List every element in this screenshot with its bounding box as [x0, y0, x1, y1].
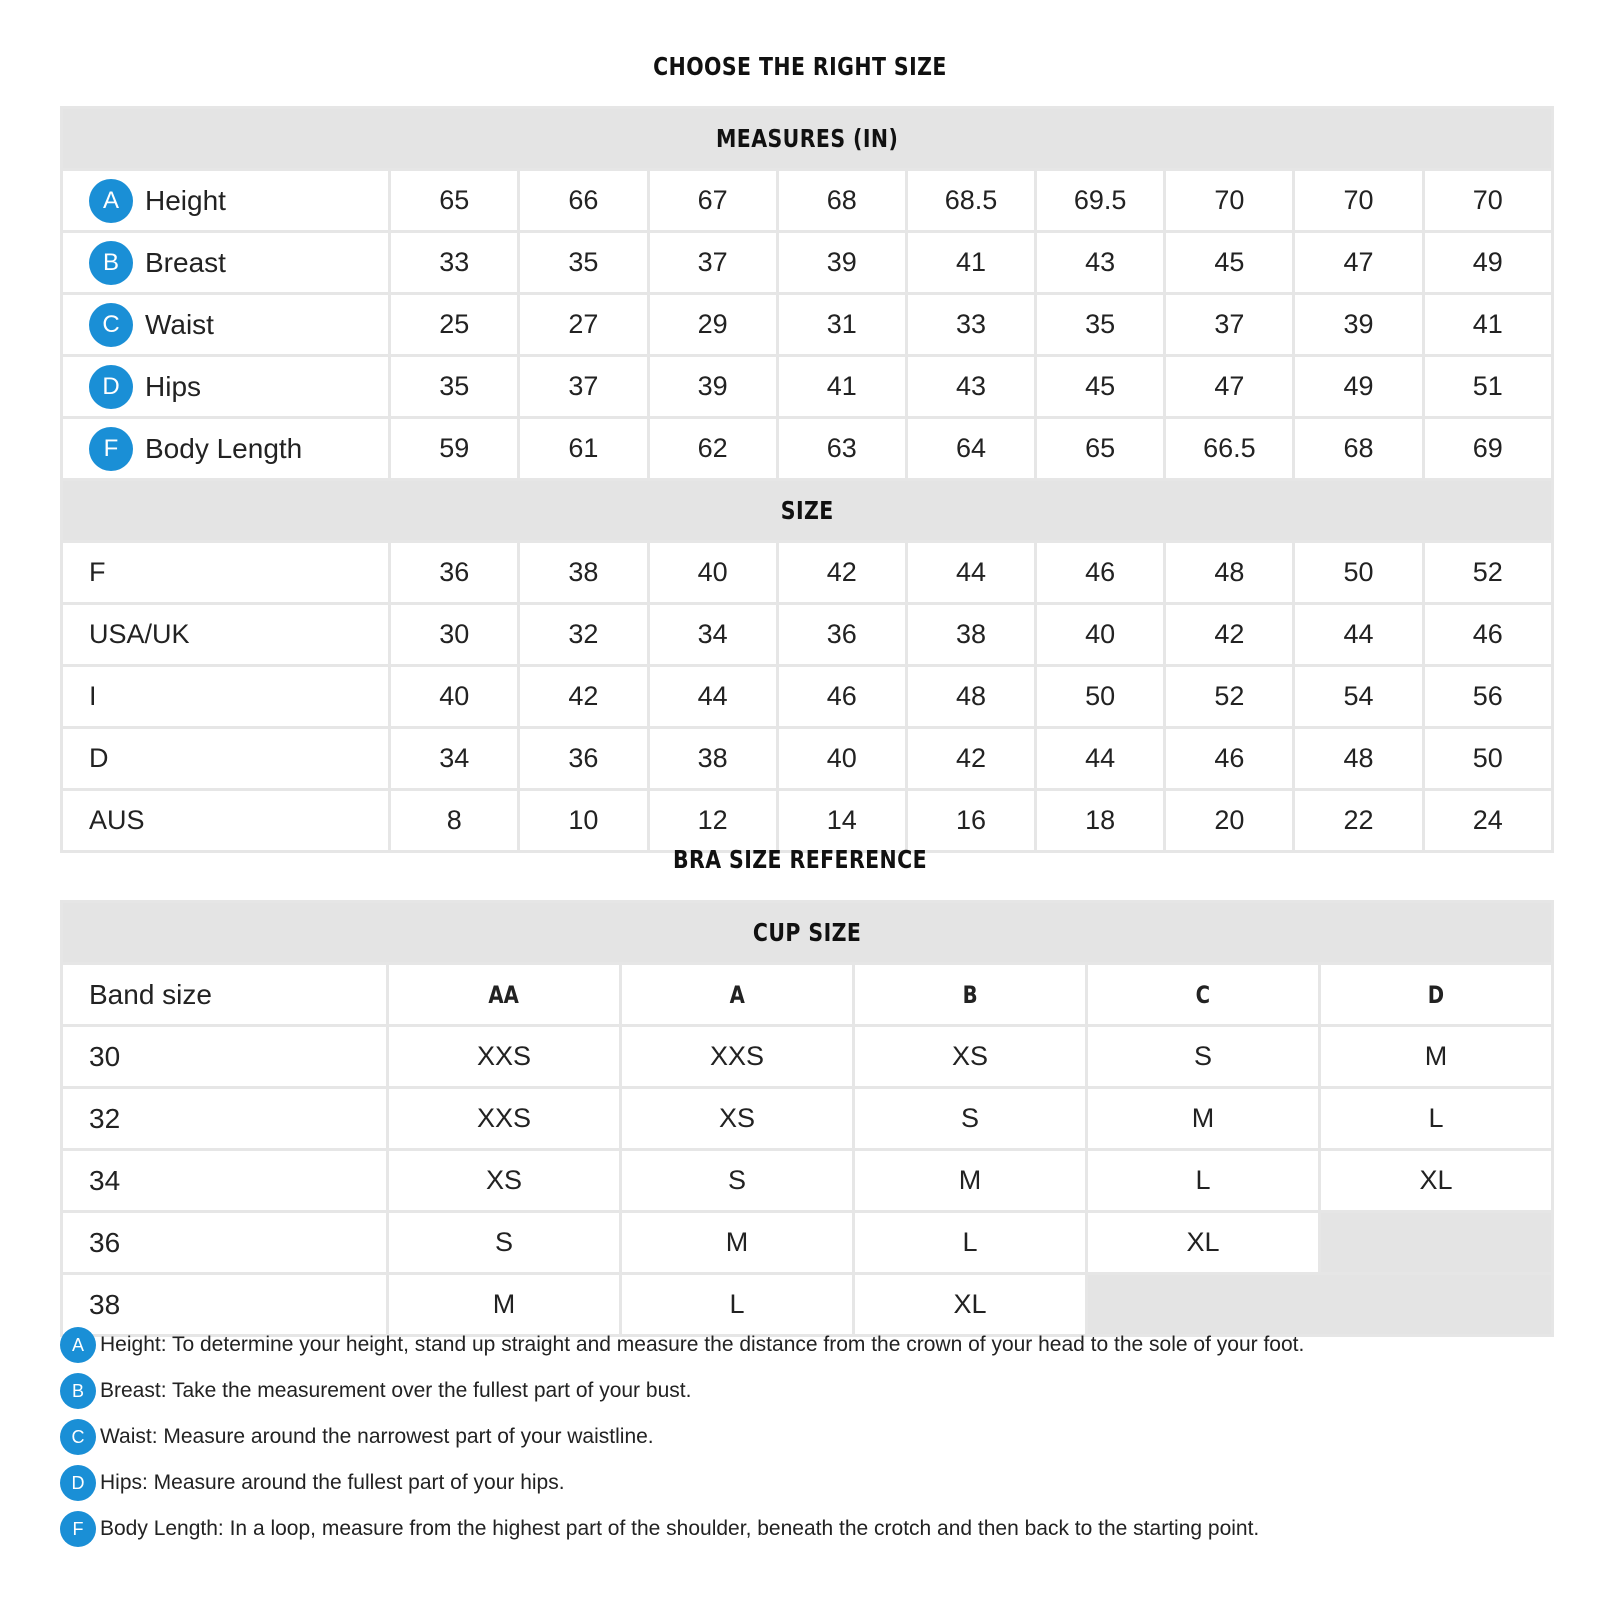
table-cell: 46 [1423, 604, 1552, 666]
table-cell: M [1320, 1026, 1553, 1088]
cup-size-header: CUP SIZE [62, 902, 1553, 964]
table-cell: 65 [390, 170, 519, 232]
measure-badge: F [89, 427, 133, 471]
table-cell: 24 [1423, 790, 1552, 852]
table-cell: M [854, 1150, 1087, 1212]
table-cell [62, 170, 390, 232]
table-cell: 65 [1036, 418, 1165, 480]
table-cell: 39 [1294, 294, 1423, 356]
table-cell: 42 [777, 542, 906, 604]
table-cell: S [621, 1150, 854, 1212]
table-cell: 36 [62, 1212, 388, 1274]
bra-row-36 [62, 1212, 1553, 1274]
table-cell: 43 [1036, 232, 1165, 294]
table-cell: M [621, 1212, 854, 1274]
table-cell: 38 [62, 1274, 388, 1336]
table-cell: 40 [648, 542, 777, 604]
table-cell: 47 [1294, 232, 1423, 294]
table-cell: L [621, 1274, 854, 1336]
table-cell: 67 [648, 170, 777, 232]
size-label: USA/UK [62, 604, 390, 666]
table-cell: 38 [519, 542, 648, 604]
table-cell: 59 [390, 418, 519, 480]
table-cell: 39 [648, 356, 777, 418]
size-header: SIZE [62, 480, 1553, 542]
table-cell: 46 [1036, 542, 1165, 604]
table-cell: 70 [1423, 170, 1552, 232]
table-cell: 30 [62, 1026, 388, 1088]
note-badge: D [60, 1465, 96, 1501]
table-cell: 44 [1294, 604, 1423, 666]
table-cell: 43 [906, 356, 1035, 418]
measure-label: Height [145, 184, 226, 216]
size-row-i [62, 666, 1553, 728]
cup-label: D [1320, 964, 1553, 1026]
band-size-label: Band size [62, 964, 388, 1026]
table-cell: 38 [906, 604, 1035, 666]
table-cell: 63 [777, 418, 906, 480]
measure-label: Breast [145, 246, 226, 278]
size-label: I [62, 666, 390, 728]
table-cell [62, 418, 390, 480]
table-cell: 40 [777, 728, 906, 790]
table-cell: 52 [1423, 542, 1552, 604]
note-body-length [60, 1506, 1560, 1552]
table-cell: 20 [1165, 790, 1294, 852]
table-cell: 42 [519, 666, 648, 728]
table-cell: XS [621, 1088, 854, 1150]
measure-label: Hips [145, 370, 202, 402]
table-cell: 49 [1294, 356, 1423, 418]
table-cell [62, 356, 390, 418]
note-hips [60, 1460, 1560, 1506]
table-cell: XS [854, 1026, 1087, 1088]
table-cell: 29 [648, 294, 777, 356]
table-cell: 68.5 [906, 170, 1035, 232]
note-waist [60, 1414, 1560, 1460]
table-cell: 41 [906, 232, 1035, 294]
size-label: F [62, 542, 390, 604]
table-cell: 40 [1036, 604, 1165, 666]
measure-badge: C [89, 303, 133, 347]
table-cell: 52 [1165, 666, 1294, 728]
table-cell: XXS [388, 1088, 621, 1150]
table-cell: 66.5 [1165, 418, 1294, 480]
table-cell: 33 [906, 294, 1035, 356]
note-badge: C [60, 1419, 96, 1455]
empty-cell [1320, 1212, 1553, 1274]
table-cell: 45 [1165, 232, 1294, 294]
table-cell: M [388, 1274, 621, 1336]
bra-row-32 [62, 1088, 1553, 1150]
table-cell: 40 [390, 666, 519, 728]
note-badge: F [60, 1511, 96, 1547]
table-cell: 44 [1036, 728, 1165, 790]
note-badge: A [60, 1327, 96, 1363]
table-cell: 34 [390, 728, 519, 790]
cup-header-row [62, 964, 1553, 1026]
table-cell: 32 [519, 604, 648, 666]
page-title: CHOOSE THE RIGHT SIZE [653, 52, 947, 81]
table-cell: 37 [519, 356, 648, 418]
table-cell: 34 [62, 1150, 388, 1212]
measure-badge: A [89, 179, 133, 223]
table-cell: 18 [1036, 790, 1165, 852]
measurement-notes [60, 1322, 1560, 1552]
table-cell: 42 [1165, 604, 1294, 666]
table-cell: XL [1087, 1212, 1320, 1274]
size-label: D [62, 728, 390, 790]
table-cell: 36 [390, 542, 519, 604]
table-cell: L [854, 1212, 1087, 1274]
table-cell: 35 [390, 356, 519, 418]
size-chart-table [60, 106, 1554, 853]
table-cell: 37 [1165, 294, 1294, 356]
table-cell: 41 [777, 356, 906, 418]
table-cell: L [1087, 1150, 1320, 1212]
table-cell: 50 [1423, 728, 1552, 790]
note-text: Body Length: In a loop, measure from the highest part of the shoulder, beneath the crotch and then back to the starting point. [100, 1517, 1260, 1540]
table-cell: 50 [1036, 666, 1165, 728]
cup-label: A [621, 964, 854, 1026]
table-cell: 8 [390, 790, 519, 852]
table-cell: S [854, 1088, 1087, 1150]
table-cell: 48 [1165, 542, 1294, 604]
table-cell: 34 [648, 604, 777, 666]
table-cell: 66 [519, 170, 648, 232]
table-cell: 35 [1036, 294, 1165, 356]
table-cell: 14 [777, 790, 906, 852]
bra-row-34 [62, 1150, 1553, 1212]
table-cell: 37 [648, 232, 777, 294]
size-row-usa-uk [62, 604, 1553, 666]
note-height [60, 1322, 1560, 1368]
measure-row-hips [62, 356, 1553, 418]
table-cell: 48 [1294, 728, 1423, 790]
table-cell: 61 [519, 418, 648, 480]
table-cell: XL [1320, 1150, 1553, 1212]
measure-row-breast [62, 232, 1553, 294]
table-cell: 54 [1294, 666, 1423, 728]
table-cell: S [388, 1212, 621, 1274]
table-cell: 46 [1165, 728, 1294, 790]
table-cell: 30 [390, 604, 519, 666]
table-cell [62, 294, 390, 356]
table-cell: 44 [648, 666, 777, 728]
table-cell: 56 [1423, 666, 1552, 728]
table-cell: 44 [906, 542, 1035, 604]
table-cell: 46 [777, 666, 906, 728]
cup-label: AA [388, 964, 621, 1026]
table-cell: 70 [1165, 170, 1294, 232]
table-cell: 36 [777, 604, 906, 666]
table-cell: 12 [648, 790, 777, 852]
table-cell: 39 [777, 232, 906, 294]
table-cell: XXS [621, 1026, 854, 1088]
measure-label: Body Length [145, 432, 303, 464]
table-cell: 42 [906, 728, 1035, 790]
table-cell: 22 [1294, 790, 1423, 852]
table-cell: 16 [906, 790, 1035, 852]
note-text: Waist: Measure around the narrowest part of your waistline. [100, 1425, 654, 1448]
table-cell: 31 [777, 294, 906, 356]
cup-label: C [1087, 964, 1320, 1026]
table-cell: XL [854, 1274, 1087, 1336]
table-cell: 64 [906, 418, 1035, 480]
table-cell: 70 [1294, 170, 1423, 232]
table-cell: 38 [648, 728, 777, 790]
table-cell: XXS [388, 1026, 621, 1088]
measure-row-height [62, 170, 1553, 232]
table-cell: 45 [1036, 356, 1165, 418]
table-cell: 62 [648, 418, 777, 480]
table-cell: S [1087, 1026, 1320, 1088]
table-cell: 36 [519, 728, 648, 790]
table-cell: XS [388, 1150, 621, 1212]
bra-section-title: BRA SIZE REFERENCE [673, 845, 927, 874]
bra-row-30 [62, 1026, 1553, 1088]
table-cell: 27 [519, 294, 648, 356]
table-cell: 68 [1294, 418, 1423, 480]
table-cell: 69 [1423, 418, 1552, 480]
note-text: Hips: Measure around the fullest part of your hips. [100, 1471, 565, 1494]
size-label: AUS [62, 790, 390, 852]
table-cell: 41 [1423, 294, 1552, 356]
table-cell: 50 [1294, 542, 1423, 604]
bra-size-table [60, 900, 1554, 1337]
measure-badge: D [89, 365, 133, 409]
table-cell: 33 [390, 232, 519, 294]
measure-row-waist [62, 294, 1553, 356]
note-badge: B [60, 1373, 96, 1409]
table-cell [62, 232, 390, 294]
note-text: Breast: Take the measurement over the fullest part of your bust. [100, 1379, 692, 1402]
note-breast [60, 1368, 1560, 1414]
size-row-d [62, 728, 1553, 790]
table-cell: L [1320, 1088, 1553, 1150]
cup-label: B [854, 964, 1087, 1026]
table-cell: 69.5 [1036, 170, 1165, 232]
measure-row-body-length [62, 418, 1553, 480]
table-cell: 47 [1165, 356, 1294, 418]
table-cell: 68 [777, 170, 906, 232]
table-cell: 10 [519, 790, 648, 852]
measure-label: Waist [145, 308, 214, 340]
table-cell: 32 [62, 1088, 388, 1150]
size-row-f [62, 542, 1553, 604]
table-cell: 49 [1423, 232, 1552, 294]
table-cell: 48 [906, 666, 1035, 728]
measures-header: MEASURES (IN) [62, 108, 1553, 170]
measure-badge: B [89, 241, 133, 285]
table-cell: M [1087, 1088, 1320, 1150]
table-cell: 25 [390, 294, 519, 356]
note-text: Height: To determine your height, stand up straight and measure the distance from the crown of your head to the sole of your foot. [100, 1333, 1305, 1356]
table-cell: 51 [1423, 356, 1552, 418]
size-row-aus [62, 790, 1553, 852]
table-cell: 35 [519, 232, 648, 294]
